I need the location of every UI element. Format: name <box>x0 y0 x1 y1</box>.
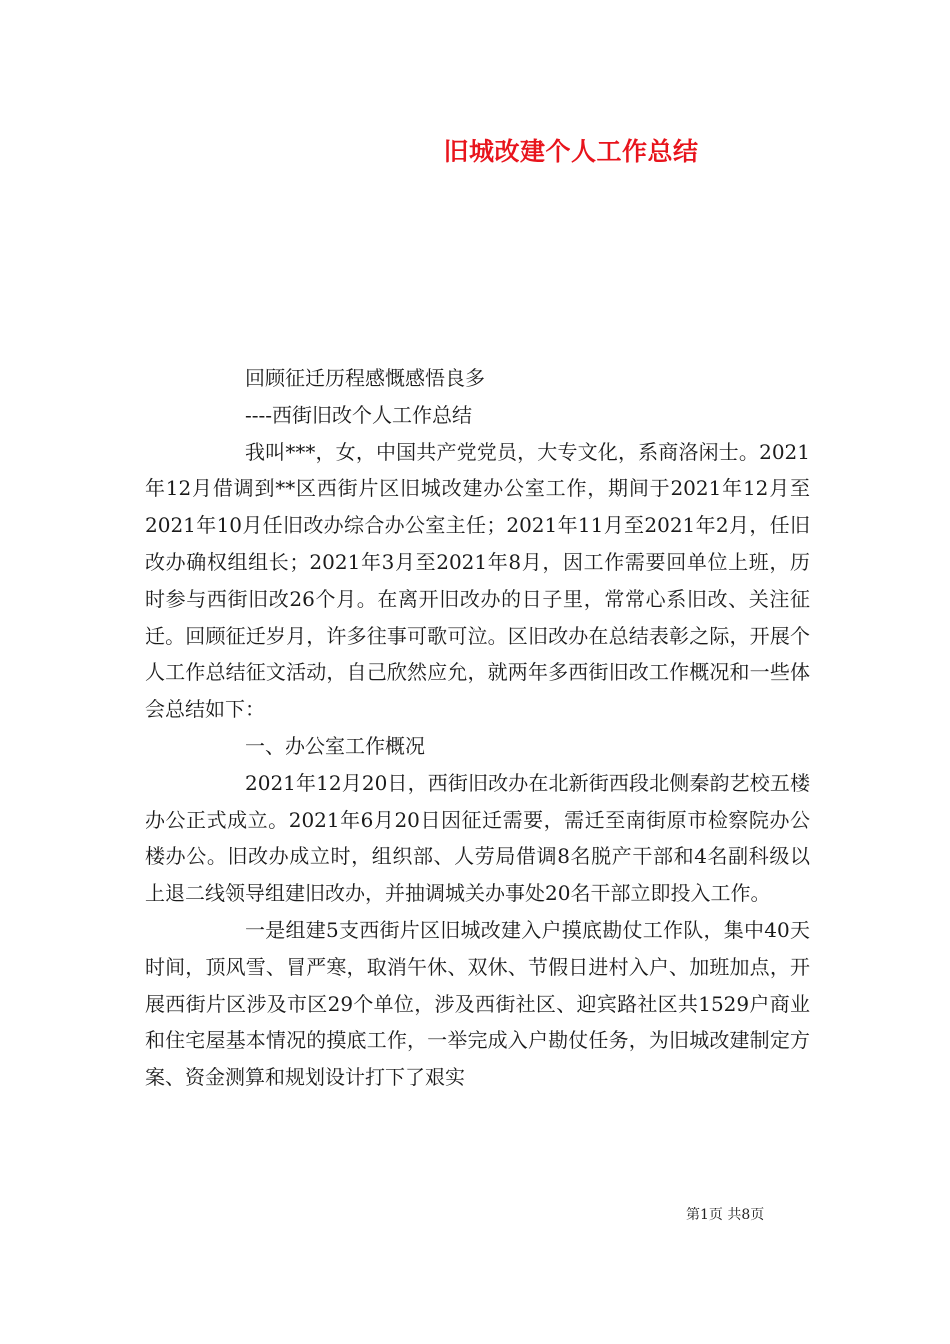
paragraph-work-teams: 一是组建5支西街片区旧城改建入户摸底勘仗工作队，集中40天时间，顶风雪、冒严寒，取消午休、双休、节假日进村入户、加班加点，开展西街片区涉及市区29个单位，涉及西街社区、迎宾路社区共1529户商业和住宅屋基本情况的摸底工作，一举完成入户勘仗任务，为旧城改建制定方案、资金测算和规划设计打下了艰实 <box>145 917 810 1090</box>
paragraph-office-overview: 2021年12月20日，西街旧改办在北新街西段北侧秦韵艺校五楼办公正式成立。2021年6月20日因征迁需要，需迁至南街原市检察院办公楼办公。旧改办成立时，组织部、人劳局借调8名脱产干部和4名副科级以上退二线领导组建旧改办，并抽调城关办事处20名干部立即投入工作。 <box>145 770 810 906</box>
subtitle: 回顾征迁历程感慨感悟良多 <box>245 366 485 390</box>
page-number: 第1页 共8页 <box>686 1207 765 1223</box>
document-title <box>0 132 950 168</box>
document-body <box>145 360 810 1096</box>
section-heading: 一、办公室工作概况 <box>245 733 425 758</box>
subtitle-secondary: ----西街旧改个人工作总结 <box>245 402 473 427</box>
paragraph-intro: 我叫***，女，中国共产党党员，大专文化，系商洛闲士。2021年12月借调到**区西街片区旧城改建办公室工作，期间于2021年12月至2021年10月任旧改办综合办公室主任；2021年11月至2021年2月，任旧改办确权组组长；2021年3月至2021年8月，因工作需要回单位上班，历时参与西街旧改26个月。在离开旧改办的日子里，常常心系旧改、关注征迁。回顾征迁岁月，许多往事可歌可泣。区旧改办在总结表彰之际，开展个人工作总结征文活动，自己欣然应允，就两年多西街旧改工作概况和一些体会总结如下： <box>145 439 810 722</box>
document-title-text: 旧城改建个人工作总结 <box>443 137 699 166</box>
